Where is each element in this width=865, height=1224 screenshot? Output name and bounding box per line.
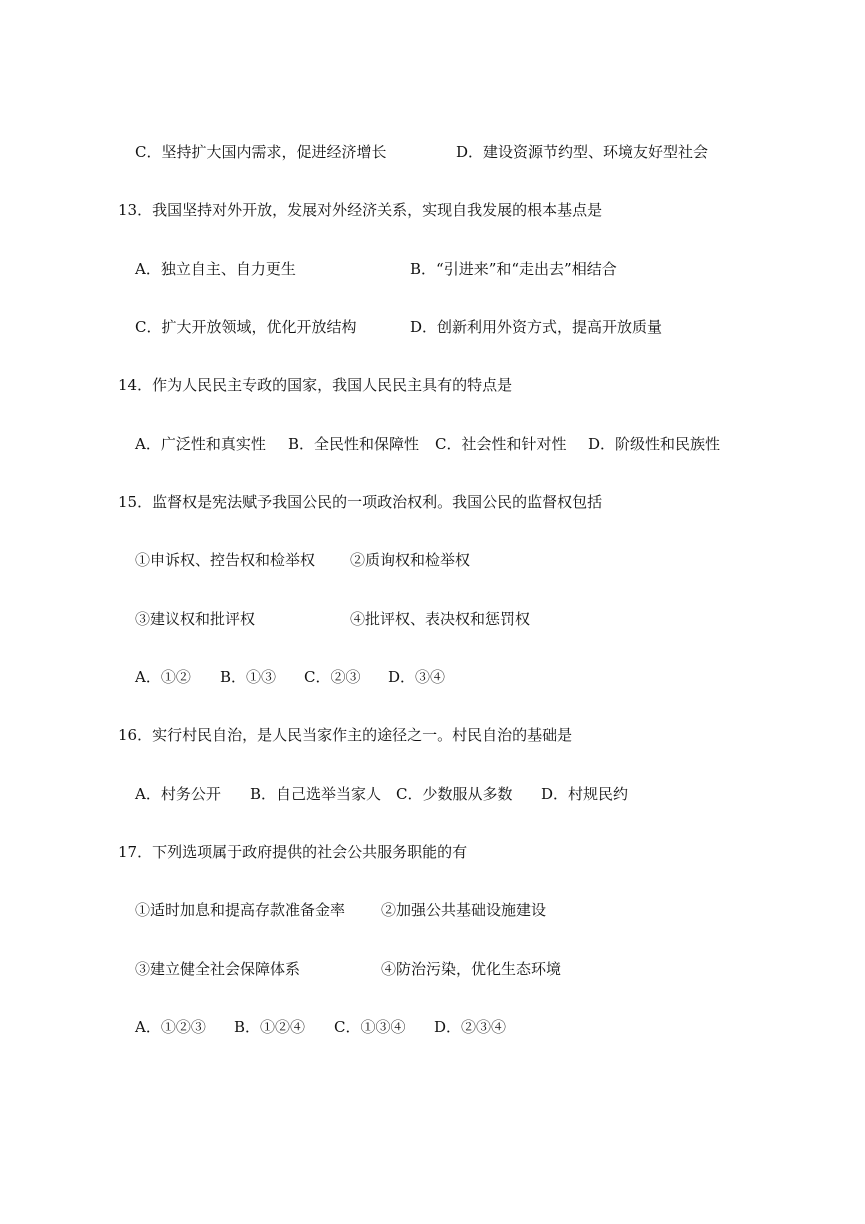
q13-option-a: A．独立自主、自力更生 [135,260,296,278]
q17-option-c: C．①③④ [334,1018,406,1036]
q14-option-c: C．社会性和针对性 [435,435,567,453]
q15-item-2: ②质询权和检举权 [350,551,471,569]
q16-option-b: B．自己选举当家人 [250,785,382,803]
q13-option-c: C．扩大开放领域，优化开放结构 [135,318,357,336]
q17-option-a: A．①②③ [135,1018,206,1036]
q17-option-d: D．②③④ [434,1018,507,1036]
q14-option-d: D．阶级性和民族性 [588,435,721,453]
q17-option-b: B．①②④ [234,1018,306,1036]
q15-stem: 15．监督权是宪法赋予我国公民的一项政治权利。我国公民的监督权包括 [118,493,603,511]
q14-option-a: A．广泛性和真实性 [135,435,266,453]
q15-item-3: ③建议权和批评权 [135,610,256,628]
q17-stem: 17．下列选项属于政府提供的社会公共服务职能的有 [118,843,468,861]
q13-stem: 13．我国坚持对外开放，发展对外经济关系，实现自我发展的根本基点是 [118,201,603,219]
q16-option-c: C．少数服从多数 [396,785,513,803]
q17-item-1: ①适时加息和提高存款准备金率 [135,901,346,919]
q14-option-b: B．全民性和保障性 [288,435,420,453]
q15-option-c: C．②③ [304,668,361,686]
q16-option-d: D．村规民约 [541,785,629,803]
q15-option-b: B．①③ [220,668,277,686]
q12-option-c: C．坚持扩大国内需求，促进经济增长 [135,143,387,161]
q17-item-3: ③建立健全社会保障体系 [135,960,301,978]
q17-item-2: ②加强公共基础设施建设 [381,901,547,919]
q15-option-d: D．③④ [388,668,446,686]
q15-item-4: ④批评权、表决权和惩罚权 [350,610,531,628]
q13-option-b: B．“引进来”和“走出去”相结合 [410,260,617,278]
q13-option-d: D．创新利用外资方式，提高开放质量 [410,318,663,336]
q17-item-4: ④防治污染，优化生态环境 [381,960,562,978]
q14-stem: 14．作为人民民主专政的国家，我国人民民主具有的特点是 [118,376,513,394]
q16-option-a: A．村务公开 [135,785,221,803]
q15-item-1: ①申诉权、控告权和检举权 [135,551,316,569]
q15-option-a: A．①② [135,668,191,686]
q16-stem: 16．实行村民自治，是人民当家作主的途径之一。村民自治的基础是 [118,726,573,744]
q12-option-d: D．建设资源节约型、环境友好型社会 [456,143,709,161]
